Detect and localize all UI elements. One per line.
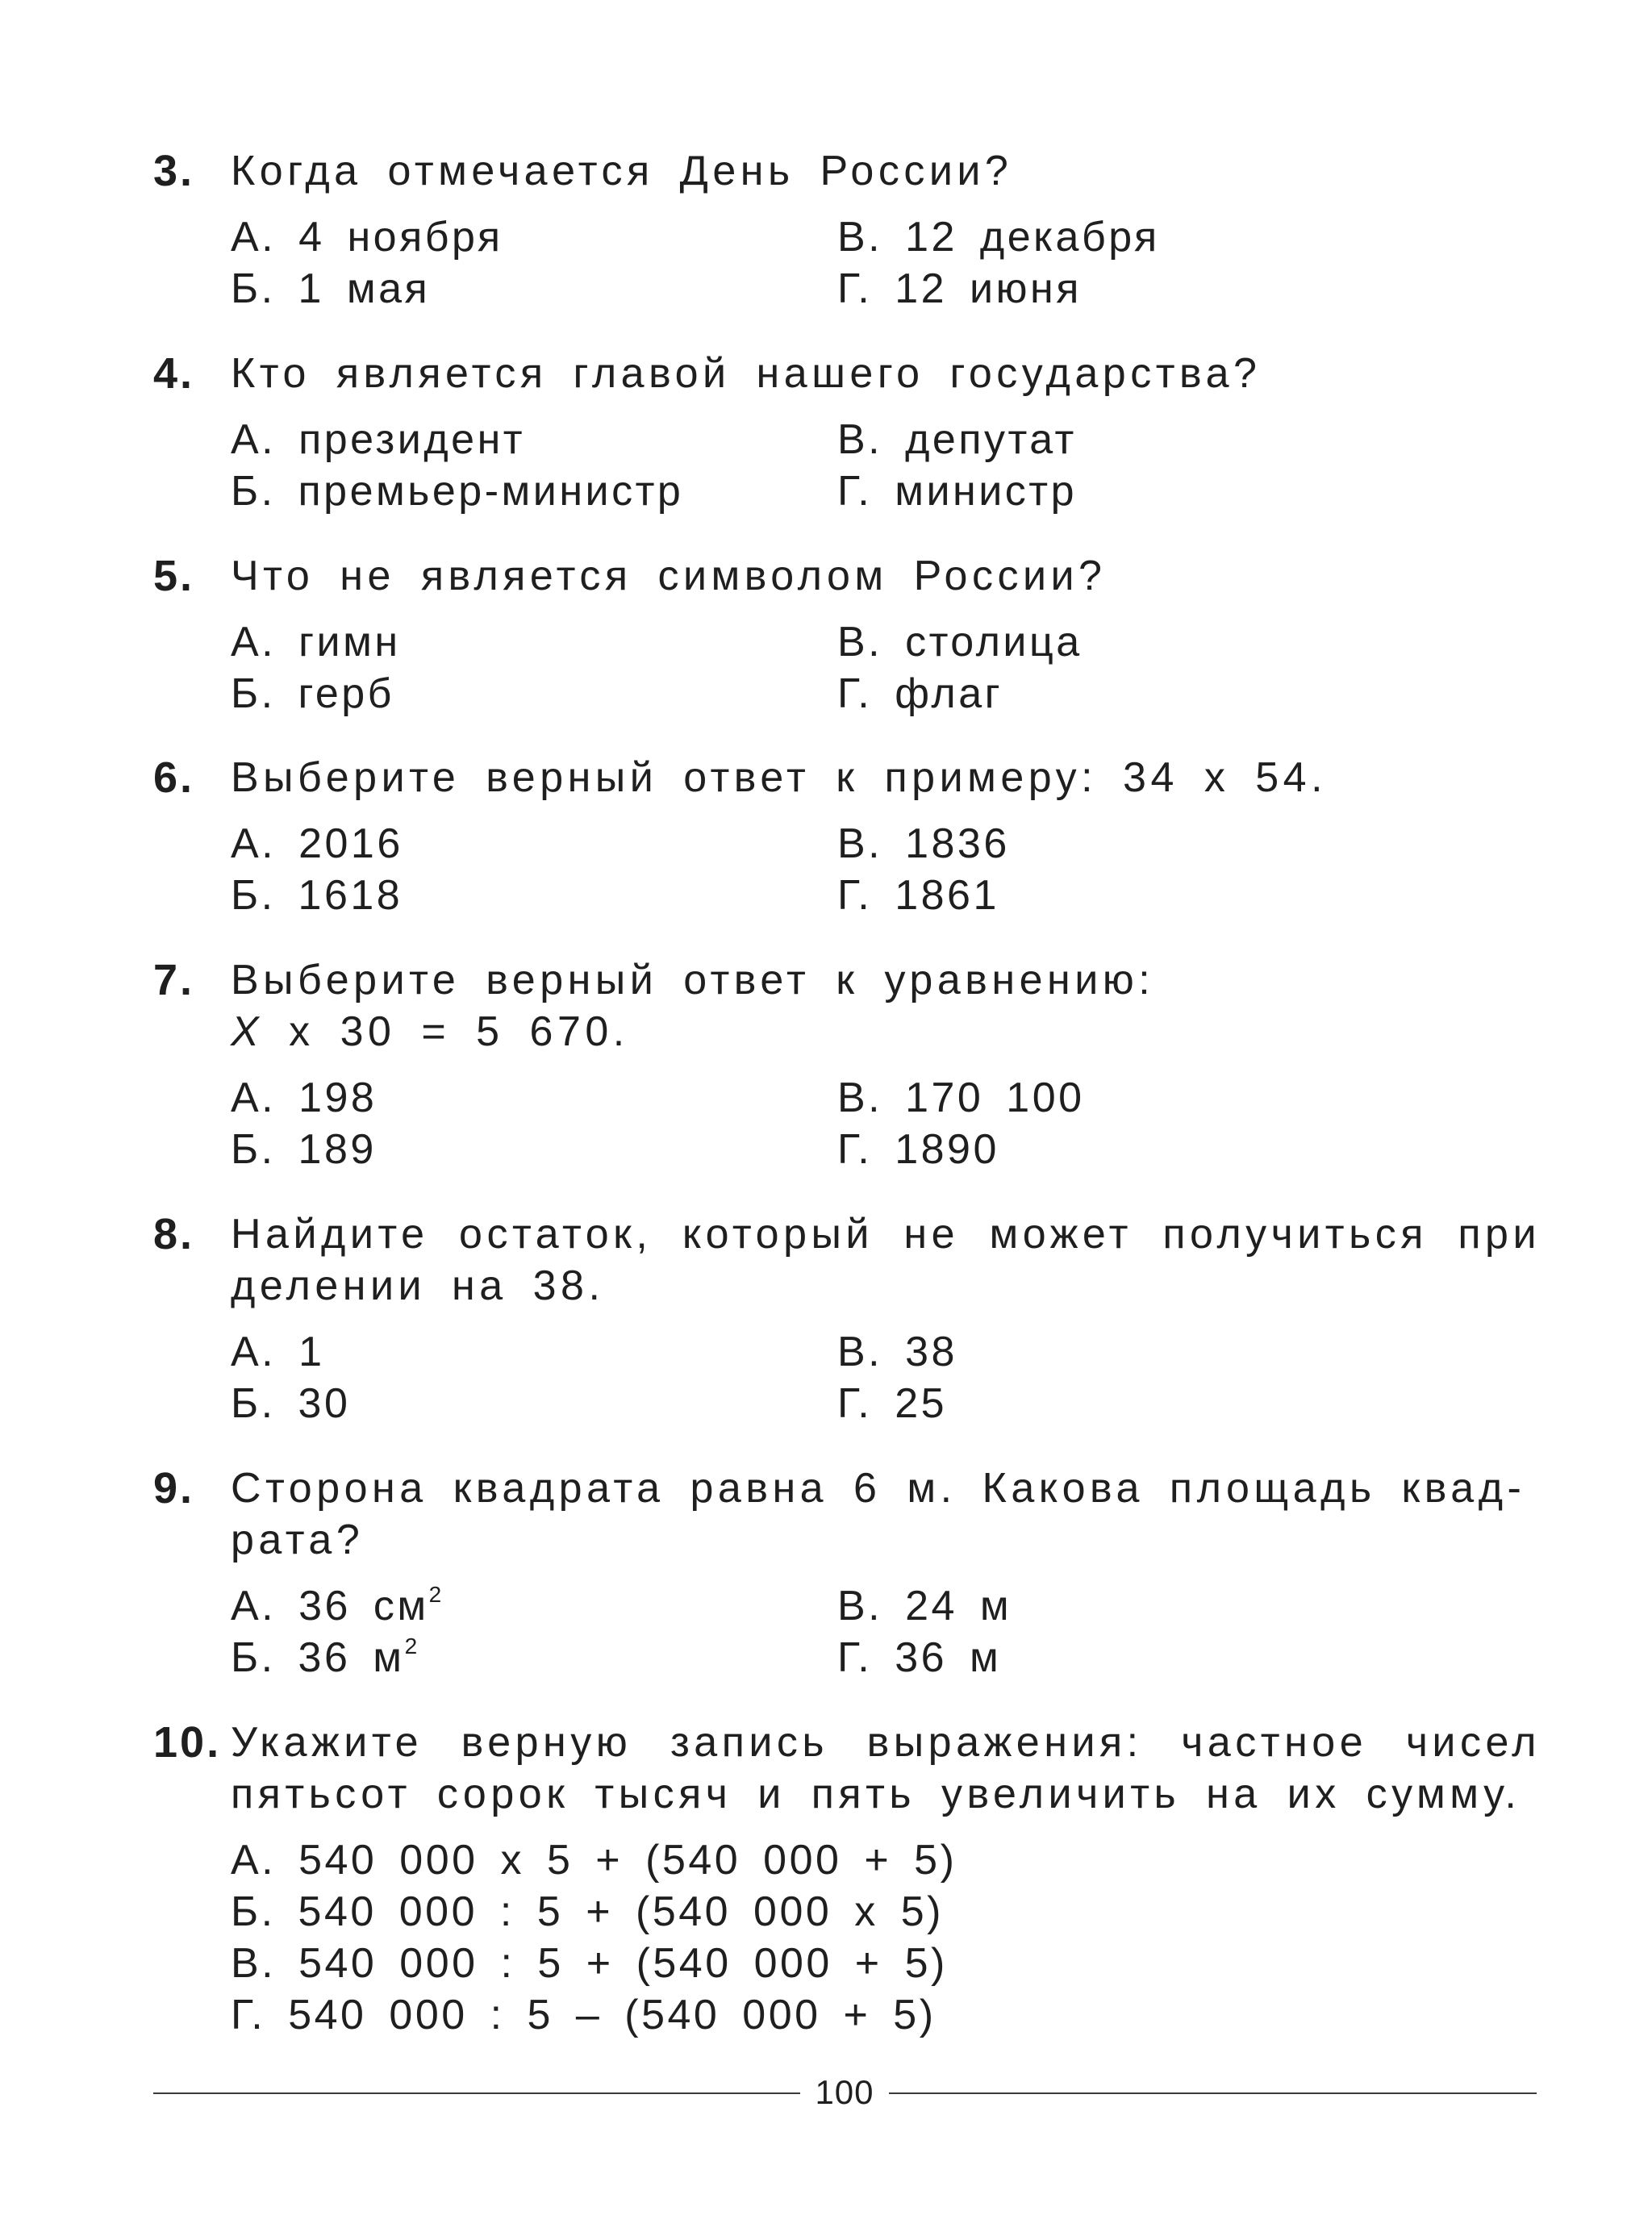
question-number: 9. bbox=[153, 1464, 195, 1512]
question-text: Кто является главой нашего государства? bbox=[231, 350, 1262, 397]
superscript: 2 bbox=[428, 1582, 444, 1607]
option-g[interactable]: Г. флаг bbox=[837, 670, 1003, 717]
option-a[interactable]: А. 2016 bbox=[231, 820, 403, 867]
footer-rule-left bbox=[153, 2092, 800, 2094]
equation-rest: x 30 = 5 670. bbox=[263, 1008, 629, 1055]
page-footer bbox=[153, 2075, 1537, 2110]
answer-options bbox=[231, 1834, 1541, 2041]
option-v[interactable]: В. 12 декабря bbox=[837, 214, 1160, 261]
question-text bbox=[231, 954, 1541, 1058]
option-g[interactable]: Г. 36 м bbox=[837, 1634, 1002, 1681]
question-number: 8. bbox=[153, 1210, 195, 1258]
option-b[interactable]: Б. 189 bbox=[231, 1126, 377, 1173]
question-8 bbox=[153, 1208, 1541, 1429]
answer-options bbox=[231, 1580, 1541, 1684]
option-b[interactable] bbox=[231, 1632, 837, 1684]
answer-options bbox=[231, 1326, 1541, 1429]
option-v[interactable]: В. 1836 bbox=[837, 820, 1010, 867]
question-6 bbox=[153, 752, 1541, 921]
question-3 bbox=[153, 145, 1541, 315]
option-g[interactable]: Г. 1861 bbox=[837, 872, 999, 919]
option-v[interactable]: В. 540 000 : 5 + (540 000 + 5) bbox=[231, 1940, 948, 1987]
question-number: 6. bbox=[153, 753, 195, 802]
answer-options bbox=[231, 1072, 1541, 1175]
option-a-text: А. 36 см bbox=[231, 1583, 429, 1629]
option-g[interactable]: Г. 12 июня bbox=[837, 265, 1082, 312]
question-number: 7. bbox=[153, 956, 195, 1004]
question-number: 5. bbox=[153, 552, 195, 600]
answer-options bbox=[231, 818, 1541, 921]
footer-rule-right bbox=[889, 2092, 1537, 2094]
question-text-line: Выберите верный ответ к уравнению: bbox=[231, 957, 1155, 1003]
option-g[interactable]: Г. 540 000 : 5 – (540 000 + 5) bbox=[231, 1992, 937, 2038]
option-g[interactable]: Г. министр bbox=[837, 468, 1078, 515]
option-b[interactable]: Б. премьер-министр bbox=[231, 468, 684, 515]
question-9 bbox=[153, 1462, 1541, 1684]
equation-variable: Х bbox=[231, 1008, 264, 1055]
equation bbox=[231, 1006, 1541, 1058]
option-v[interactable]: В. 38 bbox=[837, 1329, 957, 1375]
option-b[interactable]: Б. 1 мая bbox=[231, 265, 431, 312]
option-g[interactable]: Г. 25 bbox=[837, 1380, 948, 1427]
option-a[interactable]: А. 1 bbox=[231, 1329, 325, 1375]
question-number: 4. bbox=[153, 349, 195, 398]
option-v[interactable]: В. 24 м bbox=[837, 1583, 1012, 1629]
option-v[interactable]: В. столица bbox=[837, 619, 1083, 665]
answer-options bbox=[231, 211, 1541, 315]
superscript: 2 bbox=[404, 1633, 420, 1658]
option-b[interactable]: Б. 1618 bbox=[231, 872, 403, 919]
question-text: Укажите верную запись выражения: частное чисел пятьсот сорок тысяч и пять увеличить на их сумму. bbox=[231, 1719, 1541, 1817]
option-v[interactable]: В. депутат bbox=[837, 416, 1077, 463]
option-a[interactable] bbox=[231, 1580, 837, 1632]
option-a[interactable]: А. президент bbox=[231, 416, 526, 463]
option-a[interactable]: А. 198 bbox=[231, 1074, 378, 1121]
option-v[interactable]: В. 170 100 bbox=[837, 1074, 1085, 1121]
option-b-text: Б. 36 м bbox=[231, 1634, 405, 1681]
question-text: Что не является символом России? bbox=[231, 553, 1107, 599]
question-4 bbox=[153, 348, 1541, 517]
question-5 bbox=[153, 550, 1541, 720]
option-a[interactable]: А. гимн bbox=[231, 619, 401, 665]
question-7 bbox=[153, 954, 1541, 1175]
question-text: Выберите верный ответ к примеру: 34 x 54. bbox=[231, 754, 1328, 801]
option-a[interactable]: А. 540 000 x 5 + (540 000 + 5) bbox=[231, 1837, 957, 1884]
question-text: Найдите остаток, который не может получиться при делении на 38. bbox=[231, 1211, 1541, 1309]
question-10 bbox=[153, 1717, 1541, 2041]
option-b[interactable]: Б. 540 000 : 5 + (540 000 x 5) bbox=[231, 1888, 944, 1935]
page-number: 100 bbox=[815, 2073, 874, 2111]
option-b[interactable]: Б. герб bbox=[231, 670, 394, 717]
question-number: 3. bbox=[153, 147, 195, 195]
answer-options bbox=[231, 616, 1541, 720]
answer-options bbox=[231, 414, 1541, 517]
option-g[interactable]: Г. 1890 bbox=[837, 1126, 999, 1173]
option-a[interactable]: А. 4 ноября bbox=[231, 214, 503, 261]
question-text: Когда отмечается День России? bbox=[231, 148, 1013, 194]
question-text: Сторона квадрата равна 6 м. Какова площадь квад- рата? bbox=[231, 1465, 1526, 1563]
question-number: 10. bbox=[153, 1718, 222, 1767]
option-b[interactable]: Б. 30 bbox=[231, 1380, 351, 1427]
